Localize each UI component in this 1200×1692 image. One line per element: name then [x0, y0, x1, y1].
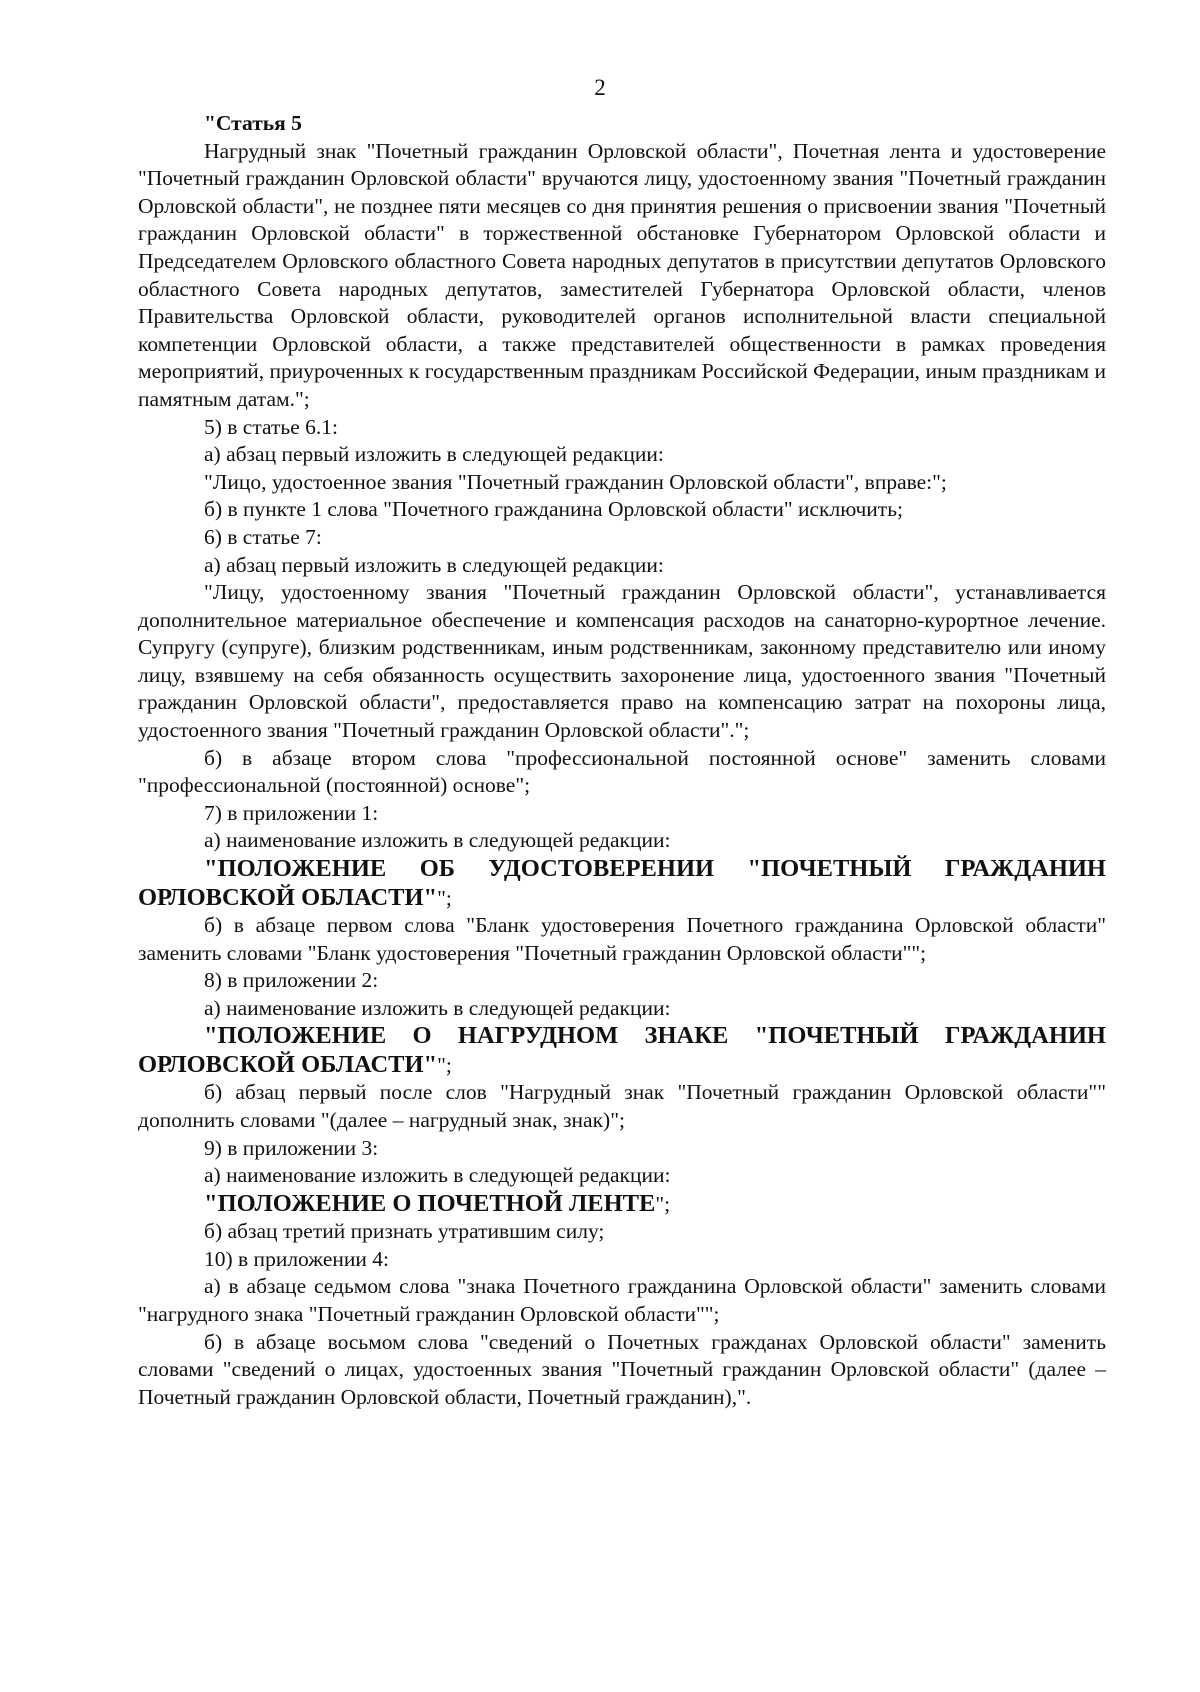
paragraph: 7) в приложении 1: [204, 800, 379, 825]
paragraph: а) наименование изложить в следующей редакции: [204, 1163, 671, 1188]
paragraph: 10) в приложении 4: [204, 1246, 389, 1271]
paragraph: б) в абзаце втором слова "профессиональной постоянной основе" заменить словами "профессиональной (постоянной) основе"; [138, 745, 1106, 798]
paragraph: а) абзац первый изложить в следующей редакции: [204, 442, 664, 467]
paragraph: "Лицо, удостоенное звания "Почетный гражданин Орловской области", вправе:"; [204, 469, 947, 494]
paragraph: 5) в статье 6.1: [204, 414, 338, 439]
paragraph: "Лицу, удостоенному звания "Почетный гражданин Орловской области", устанавливается дополнительное материальное обеспечение и компенсация расходов на санаторно-курортное лечение. Супругу (супруге), близким родственникам, иным родственникам, законному представителю или иному лицу, взявшему на себя обязанность осуществить захоронение лица, удостоенного звания "Почетный гражданин Орловской области", предоставляется право на компенсацию затрат на похороны лица, удостоенного звания "Почетный гражданин Орловской области"."; [138, 580, 1106, 743]
paragraph: 8) в приложении 2: [204, 968, 379, 993]
paragraph: а) наименование изложить в следующей редакции: [204, 828, 671, 853]
paragraph: б) абзац третий признать утратившим силу; [204, 1219, 605, 1244]
bold-heading-tail: "; [655, 1191, 671, 1216]
bold-heading [138, 855, 1106, 912]
bold-heading-text: "ПОЛОЖЕНИЕ ОБ УДОСТОВЕРЕНИИ "ПОЧЕТНЫЙ ГРАЖДАНИН ОРЛОВСКОЙ ОБЛАСТИ" [138, 855, 1106, 911]
bold-heading-text: "ПОЛОЖЕНИЕ О ПОЧЕТНОЙ ЛЕНТЕ [204, 1189, 656, 1217]
paragraph: 6) в статье 7: [204, 524, 322, 549]
paragraph: б) абзац первый после слов "Нагрудный знак "Почетный гражданин Орловской области"" дополнить словами "(далее – нагрудный знак, знак)"; [138, 1080, 1106, 1132]
paragraph: Нагрудный знак "Почетный гражданин Орловской области", Почетная лента и удостоверение "Почетный гражданин Орловской области" вручаются лицу, удостоенному звания "Почетный гражданин Орловской области", не позднее пяти месяцев со дня принятия решения о присвоении звания "Почетный гражданин Орловской области" в торжественной обстановке Губернатором Орловской области и Председателем Орловского областного Совета народных депутатов в присутствии депутатов Орловского областного Совета народных депутатов, заместителей Губернатора Орловской области, членов Правительства Орловской области, руководителей органов исполнительной власти специальной компетенции Орловской области, а также представителей общественности в рамках проведения мероприятий, приуроченных к государственным праздникам Российской Федерации, иным праздникам и памятным датам."; [138, 138, 1106, 411]
paragraph: б) в абзаце восьмом слова "сведений о Почетных гражданах Орловской области" заменить словами "сведений о лицах, удостоенных звания "Почетный гражданин Орловской области" (далее – Почетный гражданин Орловской области, Почетный гражданин),". [138, 1329, 1106, 1409]
document-body [138, 110, 1106, 1411]
paragraph: а) в абзаце седьмом слова "знака Почетного гражданина Орловской области" заменить словами "нагрудного знака "Почетный гражданин Орловской области""; [138, 1274, 1106, 1327]
article-title: "Статья 5 [204, 111, 302, 135]
paragraph: 9) в приложении 3: [204, 1135, 379, 1160]
bold-heading-tail: "; [437, 1052, 452, 1077]
paragraph: а) абзац первый изложить в следующей редакции: [204, 552, 664, 577]
page-number: 2 [594, 75, 606, 100]
bold-heading [138, 1022, 1106, 1079]
paragraph: б) в абзаце первом слова "Бланк удостоверения Почетного гражданина Орловской области" заменить словами "Бланк удостоверения "Почетный гражданин Орловской области""; [138, 913, 1106, 965]
bold-heading [138, 1190, 1106, 1219]
paragraph: б) в пункте 1 слова "Почетного гражданина Орловской области" исключить; [204, 497, 903, 522]
bold-heading-text: "ПОЛОЖЕНИЕ О НАГРУДНОМ ЗНАКЕ "ПОЧЕТНЫЙ ГРАЖДАНИН ОРЛОВСКОЙ ОБЛАСТИ" [138, 1022, 1106, 1078]
bold-heading-tail: "; [437, 885, 452, 910]
paragraph: а) наименование изложить в следующей редакции: [204, 995, 671, 1020]
